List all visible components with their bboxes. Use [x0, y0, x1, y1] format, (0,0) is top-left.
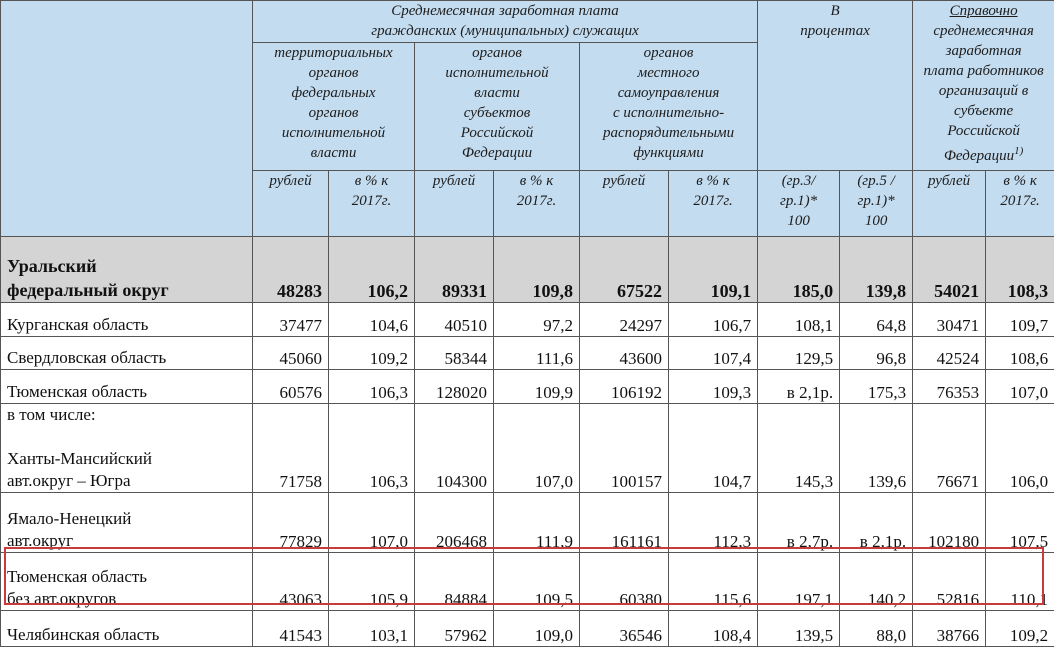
cell: 88,0: [840, 611, 913, 647]
cell: 30471: [913, 303, 986, 337]
cell: 185,0: [758, 237, 840, 303]
cell: в 2,7р.: [758, 493, 840, 553]
cell: 102180: [913, 493, 986, 553]
cell: 108,4: [669, 611, 758, 647]
cell: 76353: [913, 370, 986, 404]
cell: 105,9: [329, 553, 415, 611]
header-corner: [1, 1, 253, 237]
cell: 107,0: [986, 370, 1054, 404]
cell: 96,8: [840, 337, 913, 370]
cell: 84884: [415, 553, 494, 611]
header-reference-footnote: 1): [1014, 145, 1023, 157]
cell: 41543: [253, 611, 329, 647]
cell: 103,1: [329, 611, 415, 647]
cell: 24297: [580, 303, 669, 337]
cell: 89331: [415, 237, 494, 303]
cell: 104,6: [329, 303, 415, 337]
cell: 145,3: [758, 404, 840, 493]
cell: 109,3: [669, 370, 758, 404]
cell: 45060: [253, 337, 329, 370]
cell: 104,7: [669, 404, 758, 493]
cell: 107,0: [494, 404, 580, 493]
cell: 109,7: [986, 303, 1054, 337]
unit-rub-4: рублей: [913, 171, 986, 237]
row-name: Уральский федеральный округ: [1, 237, 253, 303]
row-name: Ямало-Ненецкий авт.округ: [1, 493, 253, 553]
cell: 139,6: [840, 404, 913, 493]
row-name: Челябинская область: [1, 611, 253, 647]
row-name: Тюменская область: [1, 370, 253, 404]
cell: 108,3: [986, 237, 1054, 303]
cell: 108,1: [758, 303, 840, 337]
header-group-salary: Среднемесячная заработная плата гражданских (муниципальных) служащих: [253, 1, 758, 43]
cell: 100157: [580, 404, 669, 493]
table-row-sverdlovsk: [1, 337, 1054, 370]
header-reference-text: среднемесячная заработная плата работников организаций в субъекте Российской Федерации: [924, 23, 1044, 164]
cell: 109,8: [494, 237, 580, 303]
cell: 109,9: [494, 370, 580, 404]
unit-rub-2: рублей: [415, 171, 494, 237]
cell: 111,9: [494, 493, 580, 553]
cell: 48283: [253, 237, 329, 303]
cell: 109,5: [494, 553, 580, 611]
cell: 128020: [415, 370, 494, 404]
cell: 106,7: [669, 303, 758, 337]
cell: 129,5: [758, 337, 840, 370]
unit-ratio-1: (гр.3/ гр.1)* 100: [758, 171, 840, 237]
cell: 60576: [253, 370, 329, 404]
cell: 110,1: [986, 553, 1054, 611]
cell: 112,3: [669, 493, 758, 553]
cell: 111,6: [494, 337, 580, 370]
cell: 139,8: [840, 237, 913, 303]
cell: 60380: [580, 553, 669, 611]
cell: 58344: [415, 337, 494, 370]
row-name: Курганская область: [1, 303, 253, 337]
cell: 106,0: [986, 404, 1054, 493]
cell: 140,2: [840, 553, 913, 611]
cell: 67522: [580, 237, 669, 303]
table-row-kurgan: [1, 303, 1054, 337]
table-row-tyumen-no-okrugs: [1, 553, 1054, 611]
cell: 64,8: [840, 303, 913, 337]
cell: 76671: [913, 404, 986, 493]
cell: 175,3: [840, 370, 913, 404]
unit-ratio-2: (гр.5 / гр.1)* 100: [840, 171, 913, 237]
cell: 107,0: [329, 493, 415, 553]
cell: 109,0: [494, 611, 580, 647]
header-group-reference: [913, 1, 1054, 171]
cell: 37477: [253, 303, 329, 337]
cell: 71758: [253, 404, 329, 493]
cell: 36546: [580, 611, 669, 647]
table-row-yamal: [1, 493, 1054, 553]
row-name: в том числе: Ханты-Мансийский авт.округ – Югра: [1, 404, 253, 493]
cell: 54021: [913, 237, 986, 303]
cell: 38766: [913, 611, 986, 647]
unit-rub-1: рублей: [253, 171, 329, 237]
unit-pct-2: в % к 2017г.: [494, 171, 580, 237]
header-col-federal: территориальных органов федеральных органов исполнительной власти: [253, 43, 415, 171]
cell: 108,6: [986, 337, 1054, 370]
cell: 109,2: [329, 337, 415, 370]
header-reference-title: Справочно: [950, 3, 1018, 19]
cell: 139,5: [758, 611, 840, 647]
unit-pct-4: в % к 2017г.: [986, 171, 1054, 237]
cell: 52816: [913, 553, 986, 611]
unit-rub-3: рублей: [580, 171, 669, 237]
cell: 107,4: [669, 337, 758, 370]
cell: 106,3: [329, 370, 415, 404]
cell: 43063: [253, 553, 329, 611]
table-row-tyumen: [1, 370, 1054, 404]
cell: 161161: [580, 493, 669, 553]
cell: в 2,1р.: [758, 370, 840, 404]
table-row-ural-fo: [1, 237, 1054, 303]
cell: 107,5: [986, 493, 1054, 553]
cell: 115,6: [669, 553, 758, 611]
header-col-local: органов местного самоуправления с исполнительно- распорядительными функциями: [580, 43, 758, 171]
cell: 40510: [415, 303, 494, 337]
row-name: Свердловская область: [1, 337, 253, 370]
cell: 77829: [253, 493, 329, 553]
cell: в 2,1р.: [840, 493, 913, 553]
cell: 109,1: [669, 237, 758, 303]
unit-pct-1: в % к 2017г.: [329, 171, 415, 237]
unit-pct-3: в % к 2017г.: [669, 171, 758, 237]
cell: 97,2: [494, 303, 580, 337]
cell: 104300: [415, 404, 494, 493]
header-col-regional: органов исполнительной власти субъектов Российской Федерации: [415, 43, 580, 171]
cell: 42524: [913, 337, 986, 370]
cell: 106,3: [329, 404, 415, 493]
cell: 106,2: [329, 237, 415, 303]
cell: 43600: [580, 337, 669, 370]
cell: 106192: [580, 370, 669, 404]
row-name: Тюменская область без авт.округов: [1, 553, 253, 611]
cell: 197,1: [758, 553, 840, 611]
cell: 109,2: [986, 611, 1054, 647]
cell: 206468: [415, 493, 494, 553]
cell: 57962: [415, 611, 494, 647]
table-row-khanty-mansi: [1, 404, 1054, 493]
header-group-percent: В процентах: [758, 1, 913, 171]
table-row-chelyabinsk: [1, 611, 1054, 647]
